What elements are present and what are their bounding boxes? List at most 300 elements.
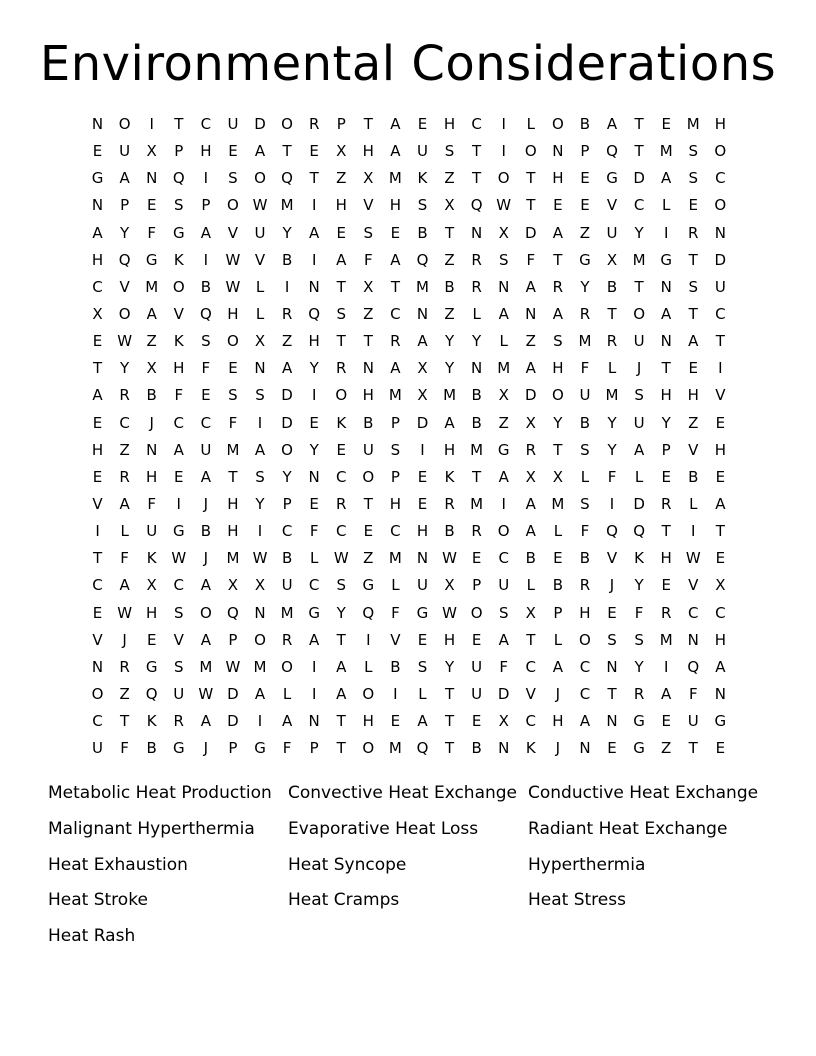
grid-letter: B	[552, 576, 564, 595]
grid-letter: R	[552, 277, 564, 296]
grid-letter: U	[471, 657, 483, 676]
grid-letter: R	[471, 277, 482, 296]
grid-letter: E	[363, 522, 374, 541]
grid-letter: V	[92, 630, 103, 649]
grid-letter: Z	[363, 304, 374, 323]
grid-letter: L	[499, 332, 508, 351]
grid-letter: E	[715, 467, 726, 486]
grid-letter: A	[390, 115, 401, 133]
grid-letter: E	[661, 467, 671, 486]
grid-letter: O	[714, 196, 727, 215]
grid-letter: F	[580, 359, 590, 378]
grid-letter: T	[309, 169, 319, 188]
grid-letter: P	[120, 196, 130, 215]
grid-letter: G	[633, 739, 645, 758]
grid-letter: H	[362, 712, 374, 731]
grid-letter: C	[173, 413, 185, 432]
grid-letter: N	[308, 467, 320, 486]
grid-letter: O	[362, 684, 375, 703]
grid-letter: A	[525, 522, 536, 541]
grid-letter: E	[146, 630, 157, 649]
grid-letter: F	[282, 739, 292, 758]
grid-letter: X	[146, 576, 157, 595]
grid-letter: Q	[470, 196, 483, 215]
grid-letter: B	[471, 739, 482, 758]
grid-letter: L	[282, 684, 292, 703]
grid-letter: Y	[120, 359, 130, 378]
grid-letter: Z	[444, 250, 455, 269]
grid-letter: Y	[607, 413, 617, 432]
grid-letter: H	[552, 359, 564, 378]
grid-letter: F	[499, 657, 509, 676]
grid-letter: O	[118, 304, 131, 323]
grid-letter: I	[257, 522, 263, 541]
grid-letter: M	[226, 440, 240, 459]
grid-letter: A	[688, 332, 699, 351]
grid-letter: A	[254, 684, 266, 703]
page-title: Environmental Considerations	[39, 36, 777, 92]
grid-letter: G	[606, 169, 618, 188]
grid-letter: H	[660, 386, 672, 405]
grid-letter: M	[253, 657, 267, 676]
grid-letter: R	[281, 304, 293, 323]
grid-letter: S	[688, 142, 699, 161]
grid-letter: H	[552, 169, 564, 188]
grid-letter: T	[363, 115, 373, 133]
grid-letter: U	[606, 223, 618, 242]
grid-letter: N	[660, 277, 672, 296]
grid-letter: P	[228, 630, 238, 649]
grid-row	[84, 247, 734, 274]
grid-letter: E	[715, 413, 726, 432]
grid-letter: O	[497, 522, 510, 541]
grid-letter: A	[444, 413, 455, 432]
grid-letter: Q	[118, 250, 131, 269]
grid-letter: O	[118, 115, 131, 133]
grid-letter: B	[200, 277, 211, 296]
grid-letter: E	[336, 223, 346, 242]
grid-letter: S	[336, 304, 346, 323]
grid-letter: X	[417, 386, 428, 405]
grid-letter: H	[227, 522, 239, 541]
grid-letter: N	[308, 277, 320, 296]
grid-letter: C	[173, 576, 185, 595]
grid-row	[84, 138, 734, 165]
grid-letter: L	[309, 549, 319, 568]
grid-letter: E	[390, 712, 401, 731]
grid-letter: I	[366, 630, 371, 649]
grid-letter: S	[336, 576, 346, 595]
grid-letter: T	[336, 332, 346, 351]
grid-letter: E	[688, 359, 698, 378]
grid-letter: J	[555, 684, 561, 703]
grid-letter: W	[198, 684, 214, 703]
grid-letter: T	[715, 332, 725, 351]
grid-letter: N	[714, 684, 726, 703]
grid-letter: E	[607, 739, 617, 758]
grid-letter: A	[281, 359, 293, 378]
grid-letter: E	[715, 549, 726, 568]
grid-letter: V	[363, 196, 374, 215]
grid-letter: T	[174, 115, 184, 133]
grid-letter: A	[200, 223, 211, 242]
grid-letter: P	[336, 115, 346, 133]
grid-letter: D	[497, 684, 510, 703]
grid-letter: S	[417, 196, 428, 215]
grid-row	[84, 437, 734, 464]
grid-letter: G	[172, 522, 185, 541]
grid-letter: A	[606, 115, 618, 133]
word-list-item: Convective Heat Exchange	[288, 783, 518, 803]
grid-letter: B	[471, 386, 482, 405]
grid-letter: B	[606, 277, 618, 296]
grid-row	[84, 681, 734, 708]
grid-letter: S	[498, 603, 509, 622]
grid-letter: B	[579, 549, 591, 568]
grid-letter: F	[147, 223, 157, 242]
grid-letter: N	[308, 712, 320, 731]
grid-letter: N	[91, 115, 104, 133]
grid-letter: A	[525, 359, 536, 378]
grid-letter: H	[443, 115, 456, 133]
grid-letter: D	[227, 684, 239, 703]
grid-letter: H	[687, 386, 699, 405]
grid-letter: X	[417, 359, 428, 378]
grid-letter: H	[91, 250, 104, 269]
grid-letter: J	[149, 413, 154, 432]
grid-letter: R	[579, 304, 591, 323]
grid-letter: R	[660, 603, 672, 622]
grid-letter: I	[257, 712, 263, 731]
grid-letter: Q	[416, 250, 429, 269]
grid-letter: T	[688, 739, 698, 758]
grid-letter: W	[442, 603, 457, 622]
grid-letter: C	[200, 115, 212, 133]
grid-letter: T	[526, 630, 536, 649]
grid-letter: A	[309, 630, 320, 649]
grid-letter: E	[580, 169, 590, 188]
grid-row	[84, 464, 734, 491]
grid-letter: I	[718, 359, 723, 378]
grid-letter: O	[524, 142, 537, 161]
grid-letter: O	[254, 630, 266, 649]
grid-letter: G	[172, 739, 185, 758]
grid-letter: Z	[688, 413, 699, 432]
grid-letter: H	[714, 115, 726, 133]
grid-letter: H	[335, 196, 347, 215]
grid-letter: B	[444, 277, 455, 296]
grid-letter: Y	[472, 332, 482, 351]
word-list-item: Radiant Heat Exchange	[528, 818, 728, 839]
grid-letter: X	[92, 304, 103, 323]
grid-letter: X	[444, 576, 455, 595]
grid-letter: W	[225, 277, 241, 296]
grid-letter: A	[254, 142, 266, 161]
grid-letter: M	[226, 549, 240, 568]
grid-letter: I	[311, 684, 317, 703]
grid-letter: A	[498, 304, 509, 323]
grid-letter: F	[228, 413, 238, 432]
grid-row	[84, 301, 734, 328]
grid-letter: E	[390, 223, 401, 242]
grid-letter: E	[471, 630, 482, 649]
grid-letter: E	[688, 196, 698, 215]
grid-letter: B	[390, 657, 401, 676]
grid-letter: L	[255, 304, 265, 323]
grid-letter: A	[390, 142, 401, 161]
grid-letter: Y	[634, 223, 644, 242]
grid-letter: A	[173, 440, 184, 459]
grid-letter: Y	[580, 277, 590, 296]
grid-letter: S	[228, 169, 238, 188]
grid-letter: X	[715, 576, 726, 595]
grid-letter: P	[228, 739, 238, 758]
grid-letter: E	[661, 712, 671, 731]
grid-letter: C	[633, 196, 645, 215]
grid-letter: G	[714, 712, 727, 731]
grid-letter: E	[417, 467, 428, 486]
grid-row	[84, 735, 734, 762]
grid-letter: F	[580, 522, 590, 541]
grid-letter: A	[498, 467, 509, 486]
grid-letter: H	[443, 440, 456, 459]
grid-letter: A	[552, 223, 563, 242]
grid-letter: C	[92, 277, 103, 296]
grid-letter: C	[579, 684, 591, 703]
grid-letter: G	[308, 603, 320, 622]
grid-letter: B	[146, 739, 157, 758]
grid-letter: R	[444, 494, 455, 513]
grid-letter: E	[553, 196, 563, 215]
grid-letter: W	[252, 196, 268, 215]
grid-letter: N	[579, 739, 591, 758]
grid-letter: O	[172, 277, 185, 296]
grid-letter: A	[200, 712, 211, 731]
grid-letter: C	[471, 115, 482, 133]
grid-letter: E	[92, 413, 103, 432]
grid-letter: S	[688, 169, 699, 188]
grid-letter: A	[552, 657, 563, 676]
grid-letter: U	[416, 142, 428, 161]
grid-letter: N	[471, 359, 483, 378]
grid-letter: T	[607, 684, 617, 703]
grid-letter: U	[92, 739, 104, 758]
grid-letter: V	[606, 549, 618, 568]
grid-letter: F	[634, 603, 644, 622]
grid-letter: Q	[633, 522, 645, 541]
grid-letter: R	[660, 494, 672, 513]
grid-letter: E	[228, 142, 238, 161]
grid-letter: T	[661, 522, 671, 541]
grid-letter: A	[579, 712, 591, 731]
grid-letter: O	[714, 142, 727, 161]
grid-letter: A	[661, 304, 672, 323]
grid-letter: Y	[309, 440, 319, 459]
grid-letter: A	[309, 223, 320, 242]
grid-letter: L	[418, 684, 427, 703]
grid-letter: E	[92, 467, 103, 486]
grid-row	[84, 518, 734, 545]
grid-letter: A	[200, 630, 211, 649]
grid-letter: U	[119, 142, 131, 161]
grid-letter: C	[579, 657, 591, 676]
grid-letter: N	[525, 304, 537, 323]
grid-letter: C	[119, 413, 130, 432]
grid-letter: O	[281, 115, 293, 133]
grid-letter: C	[525, 712, 537, 731]
grid-letter: L	[391, 576, 400, 595]
grid-letter: T	[634, 142, 644, 161]
grid-letter: S	[255, 386, 265, 405]
grid-letter: W	[442, 549, 457, 568]
grid-letter: S	[174, 196, 184, 215]
grid-letter: U	[471, 684, 483, 703]
grid-letter: T	[444, 223, 455, 242]
grid-letter: F	[174, 386, 184, 405]
grid-letter: Y	[444, 359, 455, 378]
grid-letter: I	[284, 277, 290, 296]
grid-letter: H	[443, 630, 456, 649]
grid-letter: Y	[255, 494, 265, 513]
grid-letter: Y	[444, 657, 455, 676]
grid-letter: A	[715, 657, 726, 676]
grid-letter: N	[660, 332, 672, 351]
grid-letter: R	[119, 657, 130, 676]
grid-letter: H	[200, 142, 212, 161]
grid-letter: K	[634, 549, 645, 568]
grid-letter: C	[200, 413, 212, 432]
grid-letter: U	[633, 332, 645, 351]
grid-letter: R	[308, 115, 320, 133]
grid-letter: N	[146, 440, 158, 459]
grid-letter: H	[714, 440, 726, 459]
grid-letter: V	[525, 684, 536, 703]
grid-letter: S	[498, 250, 509, 269]
grid-letter: T	[390, 277, 400, 296]
grid-letter: C	[336, 522, 347, 541]
grid-row	[84, 274, 734, 301]
grid-letter: R	[119, 467, 130, 486]
grid-letter: K	[146, 712, 157, 731]
grid-letter: M	[388, 549, 402, 568]
grid-letter: M	[388, 169, 402, 188]
grid-letter: I	[393, 684, 398, 703]
grid-letter: B	[363, 413, 374, 432]
grid-row	[84, 165, 734, 192]
grid-letter: R	[336, 494, 347, 513]
grid-letter: R	[633, 684, 645, 703]
grid-letter: P	[580, 142, 590, 161]
grid-letter: B	[146, 386, 157, 405]
grid-letter: O	[362, 739, 375, 758]
grid-row	[84, 708, 734, 735]
grid-letter: Q	[687, 657, 700, 676]
grid-letter: S	[417, 657, 428, 676]
grid-letter: Q	[362, 603, 375, 622]
grid-letter: T	[526, 169, 536, 188]
grid-letter: T	[228, 467, 238, 486]
grid-letter: J	[203, 549, 209, 568]
grid-letter: M	[632, 250, 646, 269]
grid-letter: I	[203, 250, 209, 269]
grid-letter: P	[390, 467, 400, 486]
grid-letter: S	[580, 494, 590, 513]
grid-letter: H	[227, 494, 239, 513]
grid-letter: B	[281, 549, 293, 568]
grid-letter: H	[362, 142, 374, 161]
grid-letter: X	[146, 359, 157, 378]
grid-letter: H	[660, 549, 672, 568]
grid-letter: R	[173, 712, 184, 731]
grid-letter: A	[200, 576, 211, 595]
grid-letter: M	[199, 657, 213, 676]
grid-letter: D	[416, 413, 429, 432]
grid-row	[84, 654, 734, 681]
grid-letter: R	[606, 332, 618, 351]
grid-letter: U	[146, 522, 158, 541]
grid-letter: G	[660, 250, 672, 269]
grid-letter: V	[688, 440, 699, 459]
grid-letter: I	[609, 494, 615, 513]
grid-letter: E	[146, 196, 157, 215]
grid-letter: L	[553, 630, 563, 649]
grid-letter: T	[92, 549, 103, 568]
grid-row	[84, 111, 734, 138]
grid-letter: M	[605, 386, 619, 405]
grid-letter: T	[607, 304, 617, 323]
grid-letter: H	[389, 196, 402, 215]
grid-letter: R	[471, 522, 482, 541]
grid-row	[84, 545, 734, 572]
grid-letter: Z	[444, 169, 455, 188]
grid-letter: E	[309, 142, 319, 161]
grid-letter: T	[526, 196, 536, 215]
grid-letter: Q	[227, 603, 239, 622]
grid-letter: T	[688, 250, 698, 269]
grid-letter: A	[552, 304, 563, 323]
grid-letter: S	[363, 223, 374, 242]
grid-letter: C	[281, 522, 293, 541]
grid-letter: A	[281, 712, 293, 731]
grid-letter: O	[199, 603, 212, 622]
grid-letter: O	[281, 657, 293, 676]
grid-letter: S	[580, 440, 590, 459]
grid-letter: B	[525, 549, 536, 568]
grid-letter: T	[92, 359, 103, 378]
grid-letter: O	[551, 386, 564, 405]
grid-letter: B	[471, 413, 482, 432]
grid-letter: U	[498, 576, 510, 595]
grid-letter: J	[203, 494, 209, 513]
grid-letter: K	[146, 549, 157, 568]
grid-letter: V	[390, 630, 401, 649]
grid-letter: U	[200, 440, 212, 459]
grid-letter: O	[497, 169, 510, 188]
grid-letter: T	[472, 169, 482, 188]
grid-letter: U	[227, 115, 239, 133]
grid-letter: T	[444, 684, 455, 703]
grid-letter: M	[443, 386, 457, 405]
grid-letter: L	[364, 657, 373, 676]
grid-letter: H	[416, 522, 429, 541]
grid-letter: W	[117, 332, 133, 351]
grid-letter: I	[149, 115, 154, 133]
grid-letter: Z	[119, 684, 130, 703]
grid-letter: A	[417, 332, 428, 351]
grid-letter: Z	[444, 304, 455, 323]
grid-letter: A	[119, 494, 130, 513]
grid-letter: T	[363, 332, 373, 351]
